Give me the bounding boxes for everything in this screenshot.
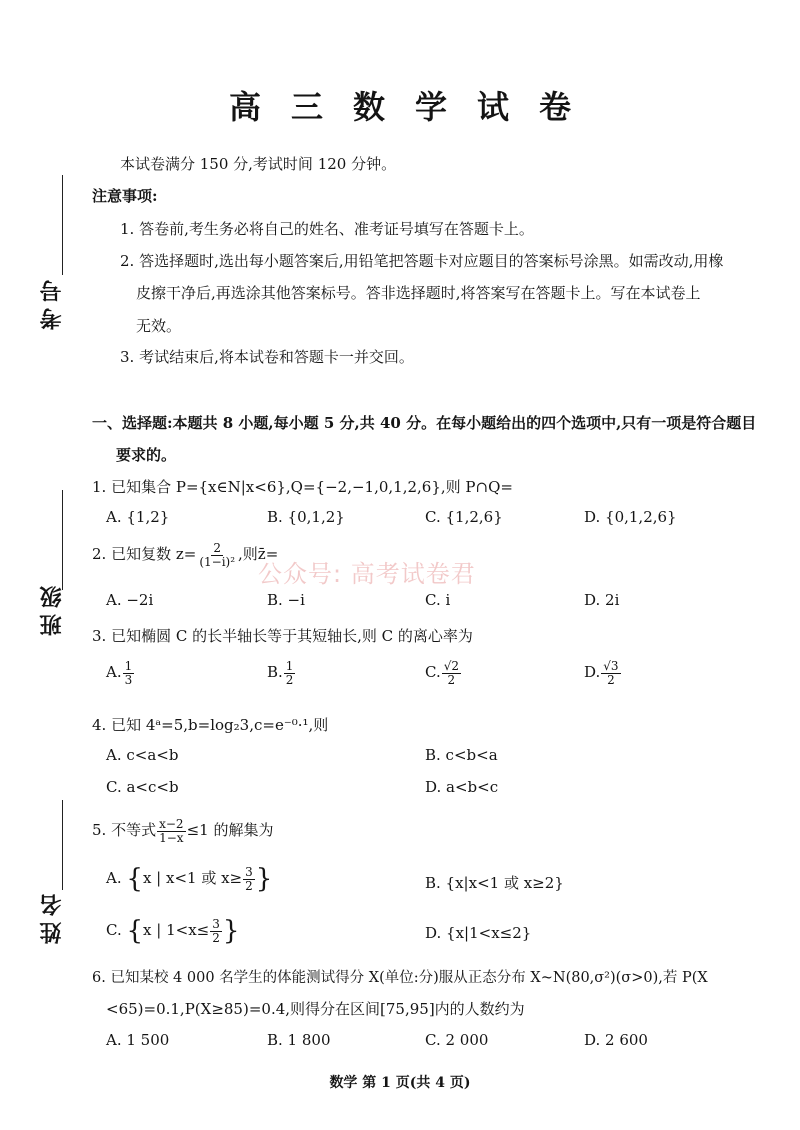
q3-option-c bbox=[425, 660, 462, 686]
question-2-stem bbox=[92, 542, 278, 568]
frac-den: 2 bbox=[212, 930, 220, 945]
q1-option-b: B. {0,1,2} bbox=[267, 508, 345, 526]
section-heading-cont: 要求的。 bbox=[116, 446, 177, 464]
q3-option-d bbox=[584, 660, 622, 686]
exam-no-label: 考号 bbox=[39, 274, 65, 330]
q5-option-c-body: x | 1<x≤ bbox=[143, 921, 210, 940]
q2-stem-pre: 2. 已知复数 z= bbox=[92, 545, 197, 564]
frac-num: 1 bbox=[285, 659, 294, 673]
section-heading: 一、选择题:本题共 8 小题,每小题 5 分,共 40 分。在每小题给出的四个选项中,只有一项是符合题目 bbox=[92, 414, 757, 432]
q6-option-b: B. 1 800 bbox=[267, 1031, 331, 1049]
exam-intro: 本试卷满分 150 分,考试时间 120 分钟。 bbox=[120, 155, 397, 173]
notice-item: 2. 答选择题时,选出每小题答案后,用铅笔把答题卡对应题目的答案标号涂黑。如需改动,用橡 bbox=[120, 252, 724, 270]
frac-den: 2 bbox=[245, 878, 253, 893]
frac-num: 3 bbox=[212, 917, 220, 931]
frac-num: 3 bbox=[245, 865, 253, 879]
q2-option-d: D. 2i bbox=[584, 591, 620, 609]
question-4-stem: 4. 已知 4ᵃ=5,b=log₂3,c=e⁻⁰·¹,则 bbox=[92, 716, 329, 734]
q3-option-d-frac bbox=[601, 660, 620, 686]
q2-frac-num: 2 bbox=[213, 541, 221, 555]
name-label: 姓名 bbox=[39, 888, 65, 944]
frac-den: 2 bbox=[285, 672, 294, 687]
watermark: 公众号: 高考试卷君 bbox=[258, 560, 476, 588]
question-1-stem: 1. 已知集合 P={x∈N|x<6},Q={−2,−1,0,1,2,6},则 P∩Q= bbox=[92, 478, 513, 496]
q5-fraction bbox=[157, 818, 185, 844]
q3-option-b-letter: B. bbox=[267, 663, 283, 682]
notice-item: 1. 答卷前,考生务必将自己的姓名、准考证号填写在答题卡上。 bbox=[120, 220, 534, 238]
left-brace: { bbox=[126, 864, 143, 895]
q3-option-c-letter: C. bbox=[425, 663, 441, 682]
q3-option-a-frac bbox=[123, 660, 135, 686]
q5-frac-den: 1−x bbox=[159, 830, 184, 845]
q4-option-c: C. a<c<b bbox=[106, 778, 179, 796]
page-title: 高三数学试卷 bbox=[228, 88, 601, 126]
q2-option-b: B. −i bbox=[267, 591, 305, 609]
frac-den: 2 bbox=[607, 672, 615, 687]
frac-den: 3 bbox=[124, 672, 133, 687]
q3-option-d-letter: D. bbox=[584, 663, 601, 682]
q5-option-c-frac bbox=[210, 918, 222, 944]
frac-num: 1 bbox=[124, 659, 133, 673]
q6-option-a: A. 1 500 bbox=[106, 1031, 170, 1049]
q6-option-c: C. 2 000 bbox=[425, 1031, 489, 1049]
q3-option-b bbox=[267, 660, 296, 686]
question-3-stem: 3. 已知椭圆 C 的长半轴长等于其短轴长,则 C 的离心率为 bbox=[92, 627, 473, 645]
q5-option-a-body: x | x<1 或 x≥ bbox=[142, 869, 243, 888]
binding-line-bottom bbox=[62, 800, 63, 890]
question-5-stem bbox=[92, 818, 273, 844]
q5-option-a bbox=[106, 864, 273, 895]
class-label: 班级 bbox=[39, 580, 65, 636]
q3-option-a-letter: A. bbox=[106, 663, 122, 682]
notice-heading: 注意事项: bbox=[92, 187, 158, 205]
question-6-stem: 6. 已知某校 4 000 名学生的体能测试得分 X(单位:分)服从正态分布 X~N(80,σ²)(σ>0),若 P(X bbox=[92, 970, 708, 986]
q3-option-b-frac bbox=[284, 660, 296, 686]
q5-option-c-letter: C. bbox=[106, 921, 122, 940]
q2-stem-post: ,则z̄= bbox=[238, 545, 279, 564]
left-brace: { bbox=[126, 916, 144, 947]
q5-option-a-letter: A. bbox=[106, 869, 122, 888]
binding-line-top bbox=[62, 175, 63, 275]
notice-item: 皮擦干净后,再选涂其他答案标号。答非选择题时,将答案写在答题卡上。写在本试卷上 bbox=[136, 284, 701, 302]
q3-option-a bbox=[106, 660, 135, 686]
q5-option-a-frac bbox=[243, 866, 255, 892]
frac-num: √3 bbox=[603, 659, 619, 673]
q2-option-a: A. −2i bbox=[106, 591, 154, 609]
q4-option-a: A. c<a<b bbox=[106, 746, 179, 764]
q1-option-c: C. {1,2,6} bbox=[425, 508, 503, 526]
notice-item: 无效。 bbox=[136, 317, 182, 335]
notice-item: 3. 考试结束后,将本试卷和答题卡一并交回。 bbox=[120, 348, 414, 366]
frac-den: 2 bbox=[447, 672, 456, 687]
q3-option-c-frac bbox=[442, 660, 461, 686]
question-6-stem-cont: <65)=0.1,P(X≥85)=0.4,则得分在区间[75,95]内的人数约为 bbox=[106, 1000, 525, 1018]
q5-stem-pre: 5. 不等式 bbox=[92, 821, 157, 840]
q5-option-b: B. {x|x<1 或 x≥2} bbox=[425, 874, 564, 892]
q1-option-a: A. {1,2} bbox=[106, 508, 170, 526]
q4-option-d: D. a<b<c bbox=[425, 778, 499, 796]
page-footer: 数学 第 1 页(共 4 页) bbox=[329, 1075, 471, 1091]
q4-option-b: B. c<b<a bbox=[425, 746, 498, 764]
right-brace: } bbox=[222, 916, 240, 947]
q5-frac-num: x−2 bbox=[159, 817, 184, 831]
q5-option-d: D. {x|1<x≤2} bbox=[425, 924, 532, 942]
q5-stem-post: ≤1 的解集为 bbox=[186, 821, 274, 840]
q1-option-d: D. {0,1,2,6} bbox=[584, 508, 677, 526]
frac-num: √2 bbox=[443, 659, 459, 673]
right-brace: } bbox=[255, 864, 273, 895]
q6-option-d: D. 2 600 bbox=[584, 1031, 648, 1049]
q5-option-c bbox=[106, 916, 240, 947]
q2-frac-den: (1−i)² bbox=[199, 554, 236, 569]
q2-option-c: C. i bbox=[425, 591, 451, 609]
binding-line-mid bbox=[62, 490, 63, 590]
q2-fraction bbox=[197, 542, 237, 568]
